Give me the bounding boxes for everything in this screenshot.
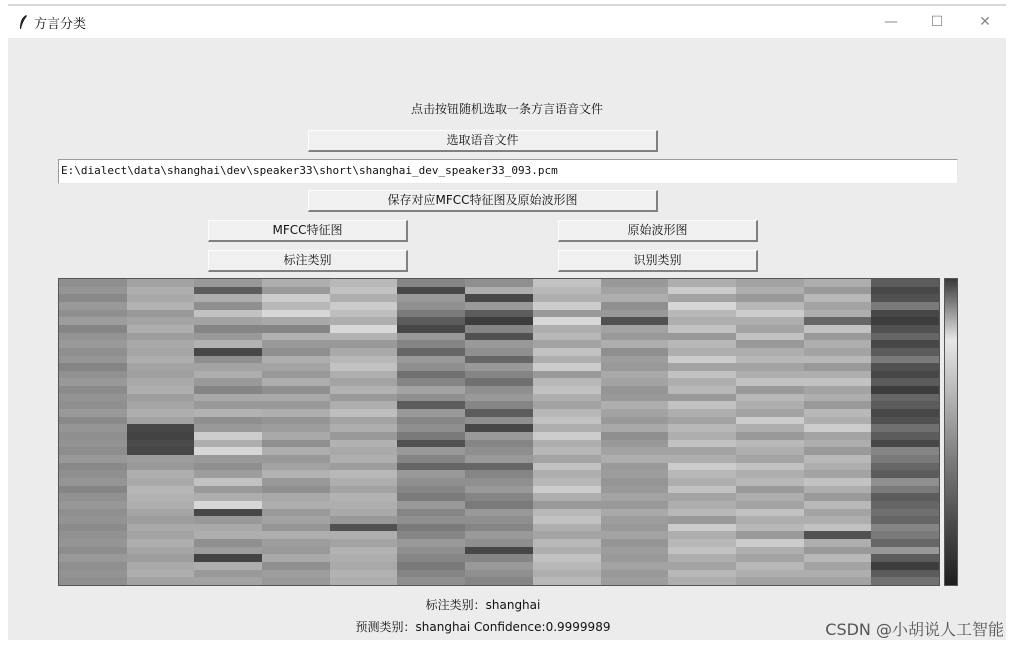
maximize-button[interactable] xyxy=(922,10,952,34)
minimize-icon: — xyxy=(884,14,898,30)
maximize-icon: ☐ xyxy=(930,14,944,30)
heatmap-cell xyxy=(601,577,669,585)
app-window xyxy=(8,4,1006,640)
heatmap-cell xyxy=(397,577,465,585)
heatmap-column xyxy=(330,279,398,585)
recognize-category-button[interactable]: 识别类别 xyxy=(558,250,758,272)
mfcc-button[interactable]: MFCC特征图 xyxy=(208,220,408,242)
feather-icon xyxy=(18,14,28,30)
file-path-field[interactable]: E:\dialect\data\shanghai\dev\speaker33\short\shanghai_dev_speaker33_093.pcm xyxy=(58,159,958,184)
heatmap-column xyxy=(736,279,804,585)
heatmap-cell xyxy=(736,577,804,585)
heatmap-cell xyxy=(871,577,939,585)
heatmap-column xyxy=(262,279,330,585)
heatmap-cell xyxy=(59,577,127,585)
close-button[interactable] xyxy=(970,10,1000,34)
heatmap-cell xyxy=(804,577,872,585)
heatmap-column xyxy=(533,279,601,585)
label-category-button[interactable]: 标注类别 xyxy=(208,250,408,272)
heatmap-column xyxy=(59,279,127,585)
heatmap-column xyxy=(804,279,872,585)
watermark-text: CSDN @小胡说人工智能 xyxy=(825,620,1004,639)
heatmap-column xyxy=(194,279,262,585)
heatmap-colorbar xyxy=(944,278,958,586)
heatmap-column xyxy=(127,279,195,585)
minimize-button[interactable] xyxy=(876,10,906,34)
heatmap-cell xyxy=(668,577,736,585)
heatmap-column xyxy=(397,279,465,585)
window-title: 方言分类 xyxy=(34,17,87,32)
waveform-button[interactable]: 原始波形图 xyxy=(558,220,758,242)
heatmap-cell xyxy=(533,577,601,585)
heatmap-cell xyxy=(330,577,398,585)
select-audio-button[interactable]: 选取语音文件 xyxy=(308,130,658,152)
prediction-result: 预测类别：shanghai Confidence:0.9999989 xyxy=(355,620,611,634)
save-mfcc-waveform-button[interactable]: 保存对应MFCC特征图及原始波形图 xyxy=(308,190,658,212)
instruction-label: 点击按钮随机选取一条方言语音文件 xyxy=(410,102,603,116)
heatmap-cell xyxy=(465,577,533,585)
heatmap-column xyxy=(871,279,939,585)
heatmap-column xyxy=(668,279,736,585)
heatmap-cell xyxy=(127,577,195,585)
heatmap-column xyxy=(465,279,533,585)
heatmap-cell xyxy=(194,577,262,585)
heatmap-cell xyxy=(262,577,330,585)
close-icon: ✕ xyxy=(979,14,991,30)
title-bar[interactable] xyxy=(8,6,1006,38)
mfcc-heatmap xyxy=(58,278,940,586)
label-result: 标注类别：shanghai xyxy=(425,598,541,612)
heatmap-column xyxy=(601,279,669,585)
